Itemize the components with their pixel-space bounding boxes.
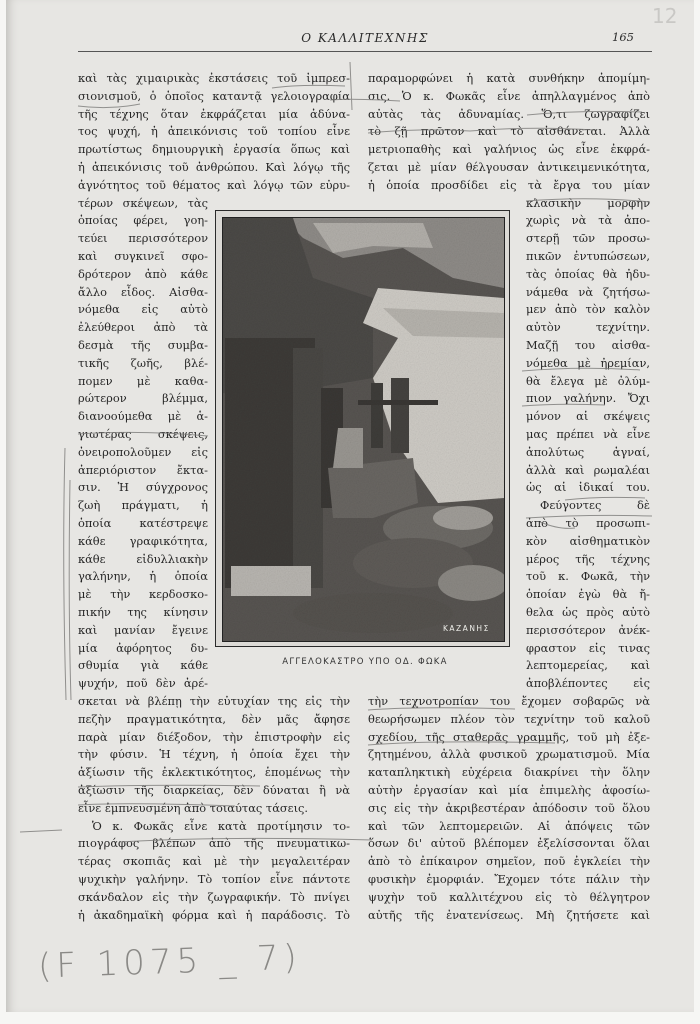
text-line: γιωτέρας σκέψεις, [78, 427, 208, 441]
text-line: Μαζῇ του αἰσθα- [526, 338, 650, 352]
text-line: τος ψυχή, ἡ ἀπεικόνισις τοῦ τοπίου εἶνε [78, 124, 350, 139]
text-line: καὶ μανίαν ἔγεινε [78, 622, 208, 637]
text-line: κλασικὴν μορφὴν [526, 195, 650, 210]
text-line: ἀποβλέποντες εἰς [526, 676, 650, 691]
photo-caption: ΑΓΓΕΛΟΚΑΣΤΡΟ ΥΠΟ ΟΔ. ΦΩΚΑ [282, 657, 448, 667]
page-number: 165 [612, 30, 634, 44]
text-line: ἀγνότητος τοῦ θέματος καὶ λόγῳ τῶν εὐρυ- [78, 177, 350, 192]
text-line: Ὁ κ. Φωκᾶς εἶνε κατὰ προτίμησιν το- [92, 818, 350, 833]
text-line: δρότερον ἀπὸ κάθε [78, 266, 208, 281]
text-line: ὅσων δι' αὐτοῦ βλέπομεν ἐξελίσσονται ὅλαι [368, 836, 650, 851]
text-line: τῆς τέχνης ὅταν ἐκφράζεται μία ἀδύνα- [78, 106, 350, 121]
text-line: αὐτῆς τῆς ἐνατενίσεως. Μὴ ζητήσετε καὶ [368, 907, 650, 922]
text-line: πικῶν ἐντυπώσεων, [526, 249, 650, 263]
text-line: νάμεθα νὰ ζητήσω- [526, 284, 650, 299]
text-line: ζητημένου, ἀλλὰ φυσικοῦ χρωματισμοῦ. Μία [368, 747, 650, 762]
text-line: νόμεθα μὲ ἠρεμίαν, [526, 355, 650, 370]
text-line: καταπληκτικὴ εὐχέρεια διακρίνει τὴν ὅλην [368, 765, 650, 780]
text-line: γαλήνην, ἡ ὁποία [78, 569, 208, 584]
text-line: νόμεθα εἰς αὐτὸ [78, 302, 208, 317]
text-line: θὰ ἔλεγα μὲ ὀλύμ- [526, 373, 650, 388]
text-line: ἀλλὰ καὶ ρωμαλέαι [526, 462, 650, 477]
text-line: τέρας σκοπιᾶς καὶ μὲ τὴν μεγαλειτέραν [78, 854, 350, 869]
text-line: τὴν φύσιν. Ἡ τέχνη, ἡ ὁποία ἔχει τὴν [78, 747, 350, 762]
pencil-corner-mark: 12 [652, 4, 678, 28]
text-line: μετριοπαθὴς καὶ γαλήνιος ὡς εἶνε ἐκφρά- [368, 142, 650, 157]
text-line: λεπτομερείας, καὶ [526, 658, 650, 673]
text-line: πικήν της κίνησιν [78, 605, 208, 619]
text-line: ρώτερον βλέμμα, [78, 391, 208, 406]
text-line: σιονισμοῦ, ὁ ὁποῖος καταντᾷ γελοιογραφία [78, 88, 350, 103]
text-line: αὐτὸν τεχνίτην. [526, 320, 650, 335]
photo-figure [215, 210, 510, 647]
text-line: παραμορφώνει ἡ κατὰ συνθήκην ἀπομίμη- [368, 71, 650, 85]
text-line: ἀπὸ τὸ ἐπίκαιρον σημεῖον, ποῦ ἐγκλείει τὴν [368, 854, 650, 869]
text-line: ἀξίωσιν τῆς ἐκλεκτικότητος, ἑπομένως τὴν [78, 765, 350, 780]
text-line: σχεδίου, τῆς σταθερᾶς γραμμῆς, τοῦ μὴ ἐξε- [368, 729, 650, 744]
text-line: πιογράφος βλέπων ἀπὸ τῆς πνευματικω- [78, 836, 350, 851]
text-line: ὁποίας φέρει, γοη- [78, 213, 208, 228]
text-line: σιν. Ἡ σύγχρονος [78, 480, 208, 495]
text-line: σκάνδαλον εἰς τὴν ζωγραφικήν. Τὸ πνίγει [78, 889, 350, 904]
text-line: τὴν τεχνοτροπίαν του ἔχομεν σοβαρῶς νὰ [368, 694, 650, 708]
text-line: εἶνε ἐμπνευσμένη ἀπὸ τοιαύτας τάσεις. [78, 800, 309, 815]
text-line: ἄλλο εἶδος. Αἰσθα- [78, 284, 208, 299]
text-line: μέρος τῆς τέχνης [526, 551, 650, 566]
text-line: περισσότερον ἀνέκ- [526, 622, 650, 637]
text-line: κὸν αἰσθηματικὸν [526, 533, 650, 548]
text-line: ἡ ἀπεικόνισις τοῦ ἀνθρώπου. Καὶ λόγῳ τῆς [78, 160, 350, 174]
photographer-signature: ΚΑΖΑΝΗΣ [443, 624, 490, 633]
text-line: πρωτίστως δημιουργικὴ ἐργασία ὅπως καὶ [78, 142, 350, 157]
text-line: ζεται μὲ μίαν θέλγουσαν ἀντικειμενικότητα, [368, 160, 650, 174]
text-line: ζωὴ πράγματι, ἡ [78, 498, 208, 513]
text-line: καὶ τῶν λεπτομερειῶν. Αἱ ἀπόψεις τῶν [368, 818, 650, 833]
text-line: φραστον εἰς τινας [526, 640, 650, 655]
text-line: πιον γαλήνην. Ὄχι [526, 391, 650, 406]
text-line: τὸ ζῇ πρῶτον καὶ τὸ αἰσθάνεται. Ἀλλὰ [368, 124, 650, 139]
text-line: ἐλεύθεροι ἀπὸ τὰ [78, 320, 208, 335]
text-line: τοῦ κ. Φωκᾶ, τὴν [526, 569, 650, 584]
text-line: κάθε γραφικότητα, [78, 533, 208, 548]
text-line: σις εἰς τὴν ἀκριβεστέραν ἀπόδοσιν τοῦ ὅλου [368, 800, 650, 815]
text-line: ἀπὸ τὸ προσωπι- [526, 516, 650, 530]
text-line: τέρων σκέψεων, τὰς [78, 195, 208, 210]
text-line: αὐτὰς τὰς ἀδυναμίας. Ὅ,τι ζωγραφίζει [368, 106, 650, 121]
text-line: ψυχήν, ποῦ δὲν ἀρέ- [78, 676, 208, 691]
running-header-title: Ο ΚΑΛΛΙΤΕΧΝΗΣ [301, 31, 429, 45]
text-line: μόνον αἱ σκέψεις [526, 409, 650, 424]
handwritten-archive-mark: (F 1075 _ 7) [37, 937, 303, 987]
text-line: μία ἀφόρητος δυ- [78, 640, 208, 655]
text-line: παρὰ μίαν διέξοδον, τὴν ἐπιστροφὴν εἰς [78, 729, 350, 744]
text-line: ὡς αἱ ἰδικαί του. [526, 480, 650, 495]
header-rule [78, 51, 652, 52]
text-line: Φεύγοντες δὲ [540, 498, 650, 513]
text-line: καὶ τὰς χιμαιρικὰς ἐκστάσεις τοῦ ἰμπρεσ- [78, 71, 350, 85]
text-line: πεζὴν πραγματικότητα, δὲν μᾶς ἄφησε [78, 711, 350, 726]
text-line: δεσμὰ τῆς συμβα- [78, 338, 208, 352]
text-line: καὶ συγκινεῖ σφο- [78, 249, 208, 263]
text-line: σκεται νὰ βλέπῃ τὴν εὐτυχίαν της εἰς τὴν [78, 694, 350, 708]
text-line: πομεν μὲ καθα- [78, 373, 208, 388]
text-line: φυσικὴν ἐμορφιάν. Ἔχομεν τότε πάλιν τὴν [368, 872, 650, 886]
text-line: μεν ἀπὸ τὸν καλὸν [526, 302, 650, 317]
text-line: θελα ὡς πρὸς αὐτὸ [526, 605, 650, 619]
text-line: ὁποίαν ἐγὼ θὰ ἤ- [526, 587, 650, 602]
landscape-photo [222, 217, 505, 642]
text-line: ἀξίωσιν τῆς διαρκείας, δὲν δύναται ἢ νὰ [78, 783, 350, 797]
text-line: μὲ τὴν κερδοσκο- [78, 587, 208, 602]
text-line: ψυχὴν τοῦ καλλιτέχνου εἰς τὸ θέλγητρον [368, 889, 650, 904]
text-line: διανοούμεθα μὲ ἁ- [78, 409, 208, 424]
text-line: τεύει περισσότερον [78, 231, 208, 246]
text-line: ὁποία κατέστρεψε [78, 516, 208, 530]
text-line: στερῇ τῶν προσω- [526, 231, 650, 246]
text-line: ὀνειροπολοῦμεν εἰς [78, 444, 208, 459]
text-line: κάθε εἰδυλλιακὴν [78, 551, 208, 566]
text-line: θεωρήσωμεν πλέον τὸν τεχνίτην τοῦ καλοῦ [368, 711, 650, 726]
text-line: τικῆς ζωῆς, βλέ- [78, 355, 208, 370]
text-line: ἡ ὁποία προσδίδει εἰς τὰ ἔργα του μίαν [368, 177, 650, 192]
text-line: ἀπεριόριστον ἔκτα- [78, 462, 208, 477]
text-line: χωρὶς νὰ τὰ ἀπο- [526, 213, 650, 228]
text-line: τὰς ὁποίας θὰ ἠδυ- [526, 266, 650, 281]
text-line: σις. Ὁ κ. Φωκᾶς εἶνε ἀπηλλαγμένος ἀπὸ [368, 88, 650, 103]
text-line: αὐτὴν ἐργασίαν καὶ μία ἐπιμελὴς ἀφοσίω- [368, 783, 650, 797]
text-line: ψυχικὴν γαλήνην. Τὸ τοπίον εἶνε πάντοτε [78, 872, 350, 886]
text-line: ἀπολύτως ἁγναί, [526, 444, 650, 459]
text-line: ἡ ἀκαδημαϊκὴ φόρμα καὶ ἡ παράδοσις. Τὸ [78, 907, 350, 922]
text-line: σθυμία γιὰ κάθε [78, 658, 208, 673]
text-line: μας πρέπει νὰ εἶνε [526, 427, 650, 441]
